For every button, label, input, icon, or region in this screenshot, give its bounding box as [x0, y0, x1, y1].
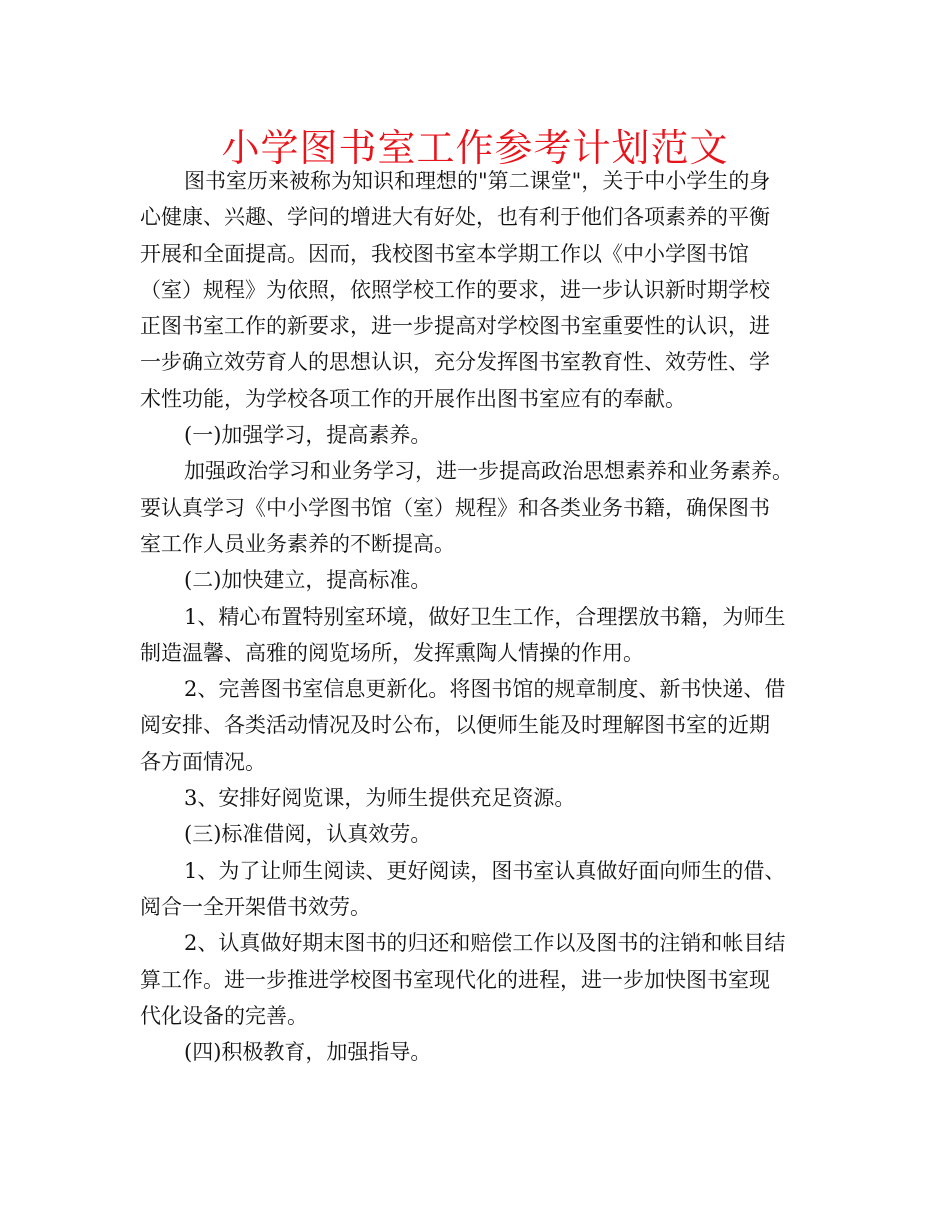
body-line: 一步确立效劳育人的思想认识，充分发挥图书室教育性、效劳性、学 [140, 350, 770, 375]
body-line: 3、安排好阅览课，为师生提供充足资源。 [184, 786, 576, 811]
body-line: 室工作人员业务素养的不断提高。 [140, 531, 455, 556]
body-line: 2、认真做好期末图书的归还和赔偿工作以及图书的注销和帐目结 [184, 931, 786, 956]
body-line: 正图书室工作的新要求，进一步提高对学校图书室重要性的认识，进 [140, 314, 770, 339]
body-line: 算工作。进一步推进学校图书室现代化的进程，进一步加快图书室现 [140, 967, 770, 992]
body-line: 心健康、兴趣、学问的增进大有好处，也有利于他们各项素养的平衡 [140, 205, 770, 230]
body-line: 代化设备的完善。 [140, 1003, 308, 1028]
body-line: 2、完善图书室信息更新化。将图书馆的规章制度、新书快递、借 [184, 677, 786, 702]
body-line: （室）规程》为依照，依照学校工作的要求，进一步认识新时期学校 [140, 277, 770, 302]
document-body [140, 163, 820, 1070]
body-line: 加强政治学习和业务学习，进一步提高政治思想素养和业务素养。 [184, 459, 793, 484]
document-title: 小学图书室工作参考计划范文 [221, 126, 729, 170]
body-line: 制造温馨、高雅的阅览场所，发挥熏陶人情操的作用。 [140, 640, 644, 665]
body-line: 各方面情况。 [140, 749, 266, 774]
body-line: 图书室历来被称为知识和理想的"第二课堂"，关于中小学生的身 [184, 169, 771, 193]
body-line: 开展和全面提高。因而，我校图书室本学期工作以《中小学图书馆 [140, 241, 749, 266]
body-line: 术性功能，为学校各项工作的开展作出图书室应有的奉献。 [140, 386, 686, 411]
body-line: 要认真学习《中小学图书馆（室）规程》和各类业务书籍，确保图书 [140, 495, 770, 520]
body-line: 阅安排、各类活动情况及时公布，以便师生能及时理解图书室的近期 [140, 713, 770, 738]
section-heading: (一)加强学习，提高素养。 [184, 423, 432, 448]
body-line: 阅合一全开架借书效劳。 [140, 894, 371, 919]
section-heading: (四)积极教育，加强指导。 [184, 1040, 432, 1065]
section-heading: (三)标准借阅，认真效劳。 [184, 822, 432, 847]
body-line: 1、精心布置特别室环境，做好卫生工作，合理摆放书籍，为师生 [184, 604, 786, 629]
section-heading: (二)加快建立，提高标准。 [184, 568, 432, 593]
body-line: 1、为了让师生阅读、更好阅读，图书室认真做好面向师生的借、 [184, 858, 786, 883]
